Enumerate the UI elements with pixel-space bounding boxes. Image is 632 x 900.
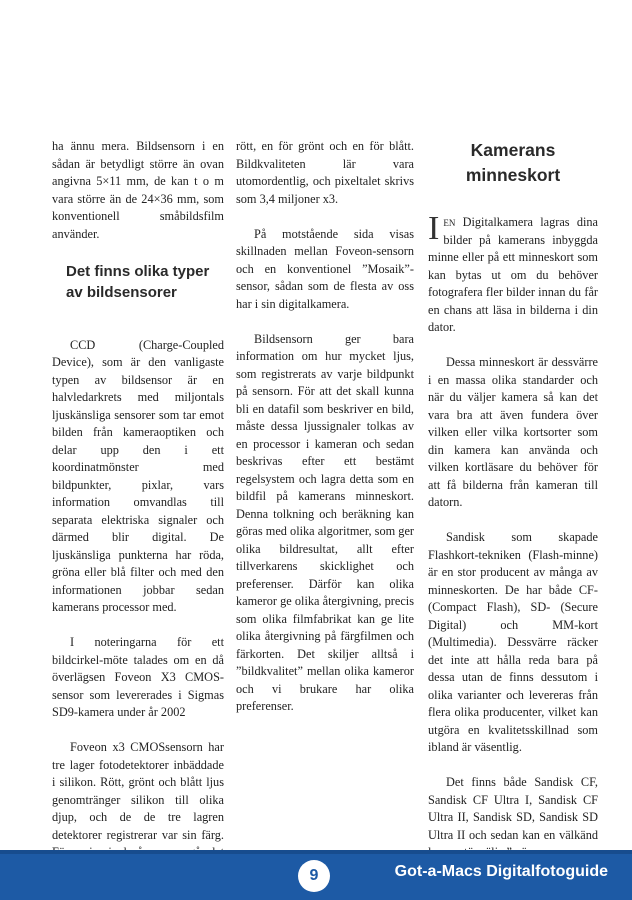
paragraph: Foveon x3 CMOSsensorn har tre lager fotodetektorer inbäddade i silikon. Rött, grönt och blått ljus genomtränger silikon till olika djup, och de de tre lagren detektorer registrerar var sin färg. <box>52 740 224 842</box>
text-column-2 <box>236 138 414 733</box>
paragraph: Dessa minneskort är dessvärre i en massa olika standarder och när du väljer kamera så kan det vara bra att även fundera över vilken eller vilka kortsorter som din kamera kan använda och vilken kortläsare du behöver för att få bilderna från kameran till datorn. <box>428 355 598 509</box>
paragraph: ha ännu mera. Bildsensorn i en sådan är betydligt större än ovan angivna 5×11 mm, de kan t o m vara större än de 24×36 mm, som konventionell småbildsfilm använder. <box>52 139 224 241</box>
section-heading: Det finns olika typer av bildsensorer <box>66 262 210 301</box>
drop-cap: I <box>428 210 440 247</box>
paragraph: Det finns både Sandisk CF, Sandisk CF Ultra I, Sandisk CF Ultra II, Sandisk SD, Sandisk SD Ultra II och sedan kan en välkänd <box>428 775 598 842</box>
paragraph: På motstående sida visas skillnaden mellan Foveon-sensorn och en konventionel ”Mosaik”-sensor, sådan som de flesta av oss har i sin digitalkamera. <box>236 226 414 311</box>
footer-divider <box>0 850 632 854</box>
paragraph: rött, en för grönt och en för blått. Bildkvaliteten lär vara utomordentlig, och pixeltalet skrivs som 3,4 miljoner x3. <box>236 139 414 206</box>
text-column-3 <box>428 138 598 879</box>
footer-bar <box>0 850 632 900</box>
paragraph-text: Digitalkamera lagras dina bilder på kamerans inbyggda minne eller på ett minneskort som kan bytas ut om du behöver fotografera fler bilder innan du får en chans att läsa in bilderna i din dator. <box>428 215 598 334</box>
text-column-1 <box>52 138 224 897</box>
small-caps-lead: en <box>443 215 456 229</box>
paragraph: I noteringarna för ett bildcirkel-möte talades om en då överlägsen Foveon X3 CMOS-sensor som levererades i Sigmas SD9-kamera under år 2002 <box>52 635 224 719</box>
paragraph: Bildsensorn ger bara information om hur mycket ljus, som registrerats av varje bildpunkt på sensorn. För att det skall kunna bli en datafil som beskriver en bild, måste dessa ljussignaler tolkas av en processor i kameran och sedan beskrivas efter ett bestämt regelsystem och lagra detta som en bildfil på kamerans minneskort. Denna tolkning och beräkning kan göras med olika algoritmer, som ger olika bildresultat, allt efter tillverkarens skicklighet och preferenser. Därför kan olika kameror ge olika återgivning, precis som olika filmfabrikat kan ge lite olika återgivning på färgfilmen och färkorten. Det skiljer alltså i ”bildkvalitet” mellan olika kameror och vi brukare har olika preferenser. <box>236 331 414 713</box>
page-number: 9 <box>298 860 330 892</box>
section-heading: Kamerans minneskort <box>465 140 561 185</box>
footer-title: Got-a-Macs Digitalfotoguide <box>394 863 608 880</box>
paragraph: Sandisk som skapade Flashkort-tekniken (Flash-minne) är en stor producent av många av minneskorten. De har både CF-(Compact Flash), SD- (Secure Digital) och MM-kort (Multimedia). Dessvärre räcker det inte att hålla reda bara på dessa utan de finns dessutom i olika varianter och levereras från flera olika producenter, vilket kan utgöra en kvalitetsskillnad som ibland är väsentlig. <box>428 530 598 754</box>
paragraph: CCD (Charge-Coupled Device), som är den vanligaste typen av bildsensor är en halvledarkrets med miljontals ljuskänsliga sensorer som tar emot bilden från kameraoptiken och delar upp den i ett koordinatmönster med bildpunkter, pixlar, vars information omvandlas till separata elektriska signaler och därmed blir digital. De ljuskänsliga punkterna har röda, gröna eller blå filter och med den informationen jobbar sedan kamerans processor med. <box>52 337 224 614</box>
lead-paragraph <box>428 210 598 337</box>
